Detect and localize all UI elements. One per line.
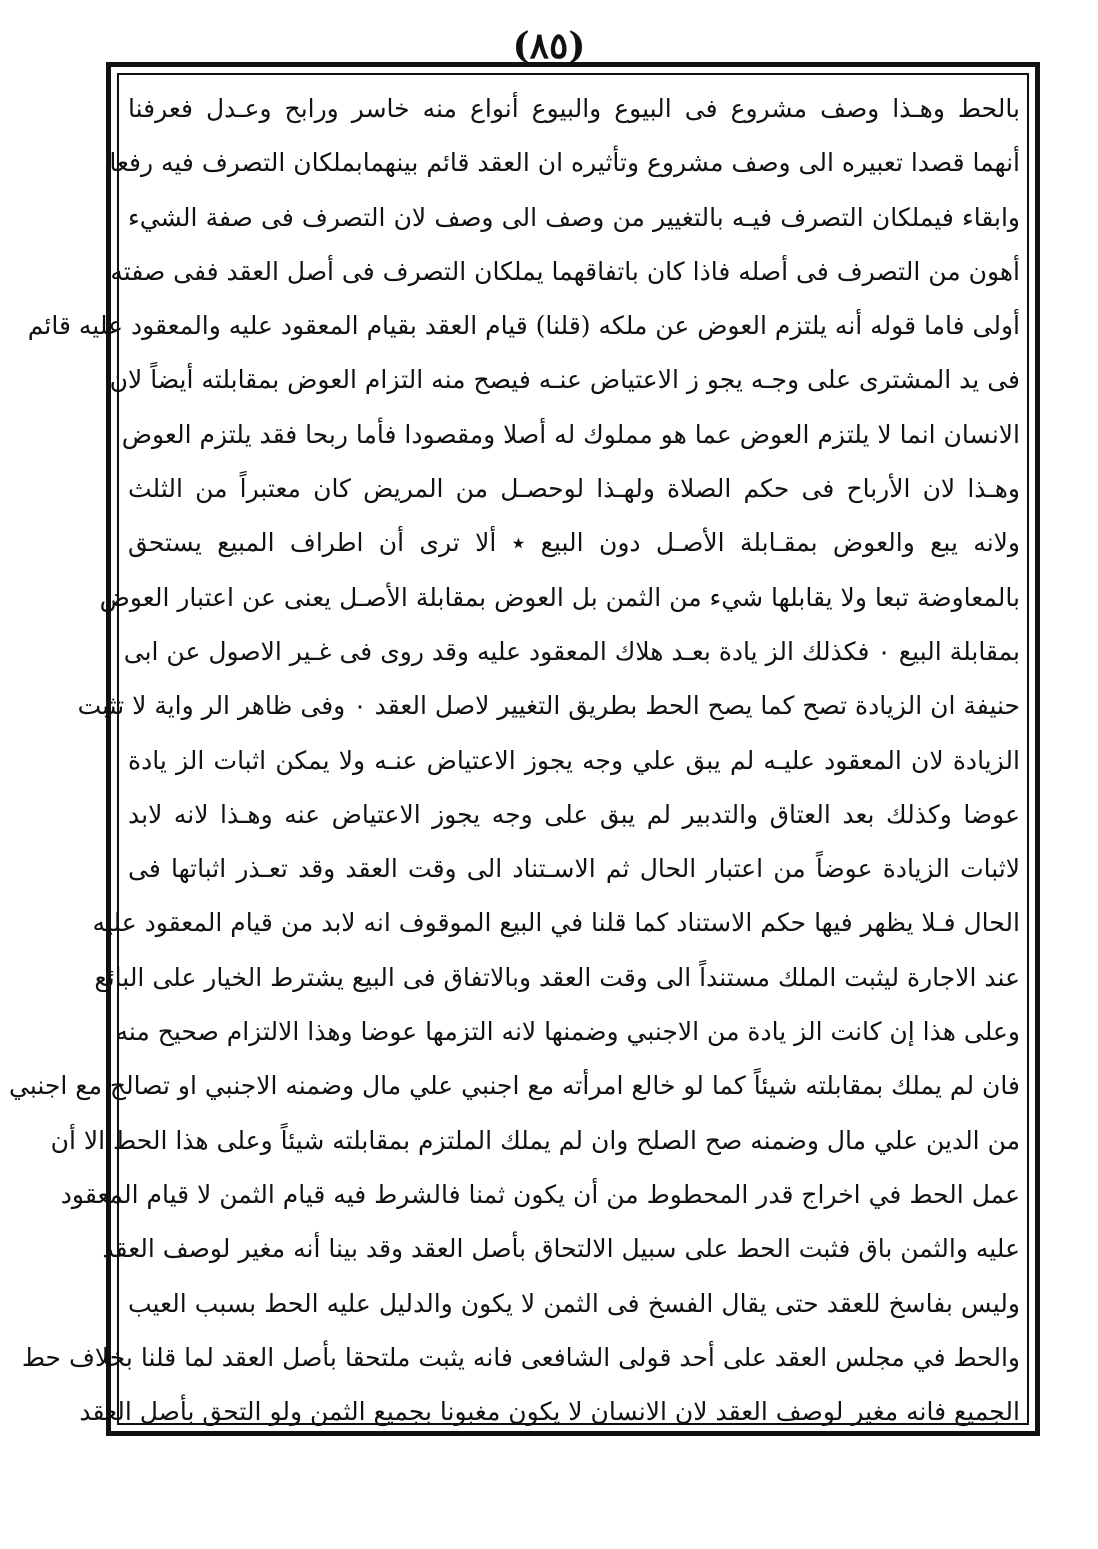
text-line: أهون من التصرف فى أصله فاذا كان باتفاقهما يملكان التصرف فى أصل العقد ففى صفته (110, 256, 1020, 286)
text-line: أنهما قصدا تعبيره الى وصف مشروع وتأثيره ان العقد قائم بينهمابملكان التصرف فيه رفعا (109, 148, 1020, 178)
main-text (9, 82, 1020, 1439)
text-line: عمل الحط في اخراج قدر المحطوط من أن يكون ثمنا فالشرط فيه قيام الثمن لا قيام المعقود (60, 1179, 1020, 1209)
text-line: وهـذا لان الأرباح فى حكم الصلاة ولهـذا لوحصـل من المريض كان معتبراً من الثلث (128, 474, 1020, 504)
text-line: عوضا وكذلك بعد العتاق والتدبير لم يبق على وجه يجوز الاعتياض عنه وهـذا لانه لابد (128, 799, 1020, 829)
text-line: وابقاء فيملكان التصرف فيـه بالتغيير من وصف الى وصف لان التصرف فى صفة الشيء (128, 202, 1020, 232)
text-line: الانسان انما لا يلتزم العوض عما هو مملوك له أصلا ومقصودا فأما ربحا فقد يلتزم العوض (121, 419, 1020, 449)
text-line: بالحط وهـذا وصف مشروع فى البيوع والبيوع أنواع منه خاسر ورابح وعـدل فعرفنا (128, 94, 1020, 123)
text-line: بالمعاوضة تبعا ولا يقابلها شيء من الثمن بل العوض بمقابلة الأصـل يعنى عن اعتبار العوض (99, 582, 1020, 612)
text-line: فى يد المشترى على وجـه يجو ز الاعتياض عنـه فيصح منه التزام العوض بمقابلته أيضاً لان (109, 365, 1020, 395)
text-line: وليس بفاسخ للعقد حتى يقال الفسخ فى الثمن لا يكون والدليل عليه الحط بسبب العيب (128, 1288, 1020, 1318)
text-line: حنيفة ان الزيادة تصح كما يصح الحط بطريق التغيير لاصل العقد ٠ وفى ظاهر الر واية لا تثبت (77, 691, 1020, 721)
text-line: الزيادة لان المعقود عليـه لم يبق علي وجه يجوز الاعتياض عنـه ولا يمكن اثبات الز يادة (128, 745, 1020, 775)
page-number: (٨٥) (512, 25, 586, 67)
text-line: الجميع فانه مغير لوصف العقد لان الانسان لا يكون مغبونا بجميع الثمن ولو التحق بأصل العقد (79, 1397, 1020, 1427)
text-line: الحال فـلا يظهر فيها حكم الاستناد كما قلنا في البيع الموقوف انه لابد من قيام المعقود عليه (92, 908, 1020, 938)
text-line: لاثبات الزيادة عوضاً من اعتبار الحال ثم الاسـتناد الى وقت العقد وقد تعـذر اثباتها فى (128, 854, 1020, 884)
text-line: عليه والثمن باق فثبت الحط على سبيل الالتحاق بأصل العقد وقد بينا أنه مغير لوصف العقد (102, 1234, 1020, 1264)
text-line: أولى فاما قوله أنه يلتزم العوض عن ملكه (قلنا) قيام العقد بقيام المعقود عليه والمعقود عليه قائم (27, 311, 1020, 341)
text-line: وعلى هذا إن كانت الز يادة من الاجنبي وضمنها لانه التزمها عوضا وهذا الالتزام صحيح منه (115, 1017, 1020, 1047)
text-line: عند الاجارة ليثبت الملك مستنداً الى وقت العقد وبالاتفاق فى البيع يشترط الخيار على البائع (94, 962, 1020, 992)
text-line: والحط في مجلس العقد على أحد قولى الشافعى فانه يثبت ملتحقا بأصل العقد لما قلنا بخلاف حط (21, 1342, 1020, 1372)
text-line: فان لم يملك بمقابلته شيئاً كما لو خالع امرأته مع اجنبي علي مال وضمنه الاجنبي او تصالح مع اجنبي (9, 1071, 1020, 1101)
text-line: بمقابلة البيع ٠ فكذلك الز يادة بعـد هلاك المعقود عليه وقد روى فى غـير الاصول عن ابى (123, 636, 1020, 666)
text-line: ولانه يبع والعوض بمقـابلة الأصـل دون البيع ٭ ألا ترى أن اطراف المبيع يستحق (128, 528, 1020, 558)
text-line: من الدين علي مال وضمنه صح الصلح وان لم يملك الملتزم بمقابلته شيئاً وعلى هذا الحط الا أن (50, 1125, 1020, 1155)
